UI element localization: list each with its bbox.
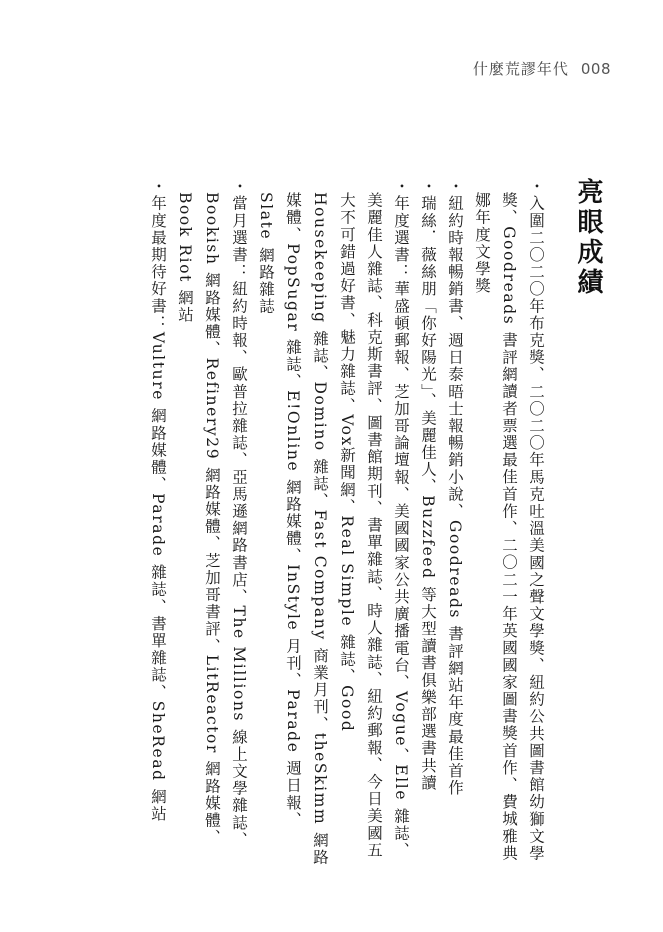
bullet-icon: ・ (230, 178, 248, 196)
list-item (414, 178, 441, 868)
list-item-text: 年度選書：華盛頓郵報、芝加哥論壇報、美國國家公共廣播電台、Vogue、Elle 雜誌、美麗佳人雜誌、科克斯書評、圖書館期刊、書單雜誌、時人雜誌、紐約郵報、今日美國五大不可錯過好書、魅力雜誌、Vox新聞網、Real Simple 雜誌、Good Housekeeping 雜誌、Domino 雜誌、Fast Company 商業月刊、theSkimm 網路媒體、PopSugar 雜誌、E!Online 網路媒體、InStyle 月刊、Parade 週日報、Slate 網路雜誌 (257, 192, 410, 867)
list-item-text: 入圍二〇二〇年布克獎、二〇二〇年馬克吐溫美國之聲文學獎、紐約公共圖書館幼獅文學獎、Goodreads 書評網讀者票選最佳首作、二〇二一年英國國家圖書獎首作、費城雅典娜年度文學獎 (473, 192, 545, 863)
list-item (468, 178, 549, 868)
list-item-text: 年度最期待好書：Vulture 網路媒體、Parade 雜誌、書單雜誌、SheRead 網站 (149, 195, 167, 823)
bullet-icon: ・ (419, 178, 437, 196)
running-header (473, 58, 611, 79)
list-item (171, 178, 252, 868)
bullet-icon: ・ (392, 178, 410, 196)
list-item (252, 178, 414, 868)
bullet-icon: ・ (527, 178, 545, 196)
list-item-text: 瑞絲．薇絲朋「你好陽光」、美麗佳人、Buzzfeed 等大型讀書俱樂部選書共讀 (419, 195, 437, 792)
bullet-icon: ・ (446, 178, 464, 196)
main-content (144, 178, 601, 868)
book-title: 什麼荒謬年代 (472, 60, 569, 78)
bullet-icon: ・ (149, 178, 167, 196)
page-number: 008 (580, 60, 611, 78)
list-item-text: 當月選書：紐約時報、歐普拉雜誌、亞馬遜網路書店、The Millions 線上文學雜誌、Bookish 網路媒體、Refinery29 網路媒體、芝加哥書評、LitReactor 網路媒體、Book Riot 網站 (176, 192, 248, 849)
list-item-text: 紐約時報暢銷書、週日泰晤士報暢銷小說、Goodreads 書評網站年度最佳首作 (446, 195, 464, 797)
list-item (441, 178, 468, 868)
list-item (144, 178, 171, 868)
section-title: 亮眼成績 (573, 178, 603, 298)
